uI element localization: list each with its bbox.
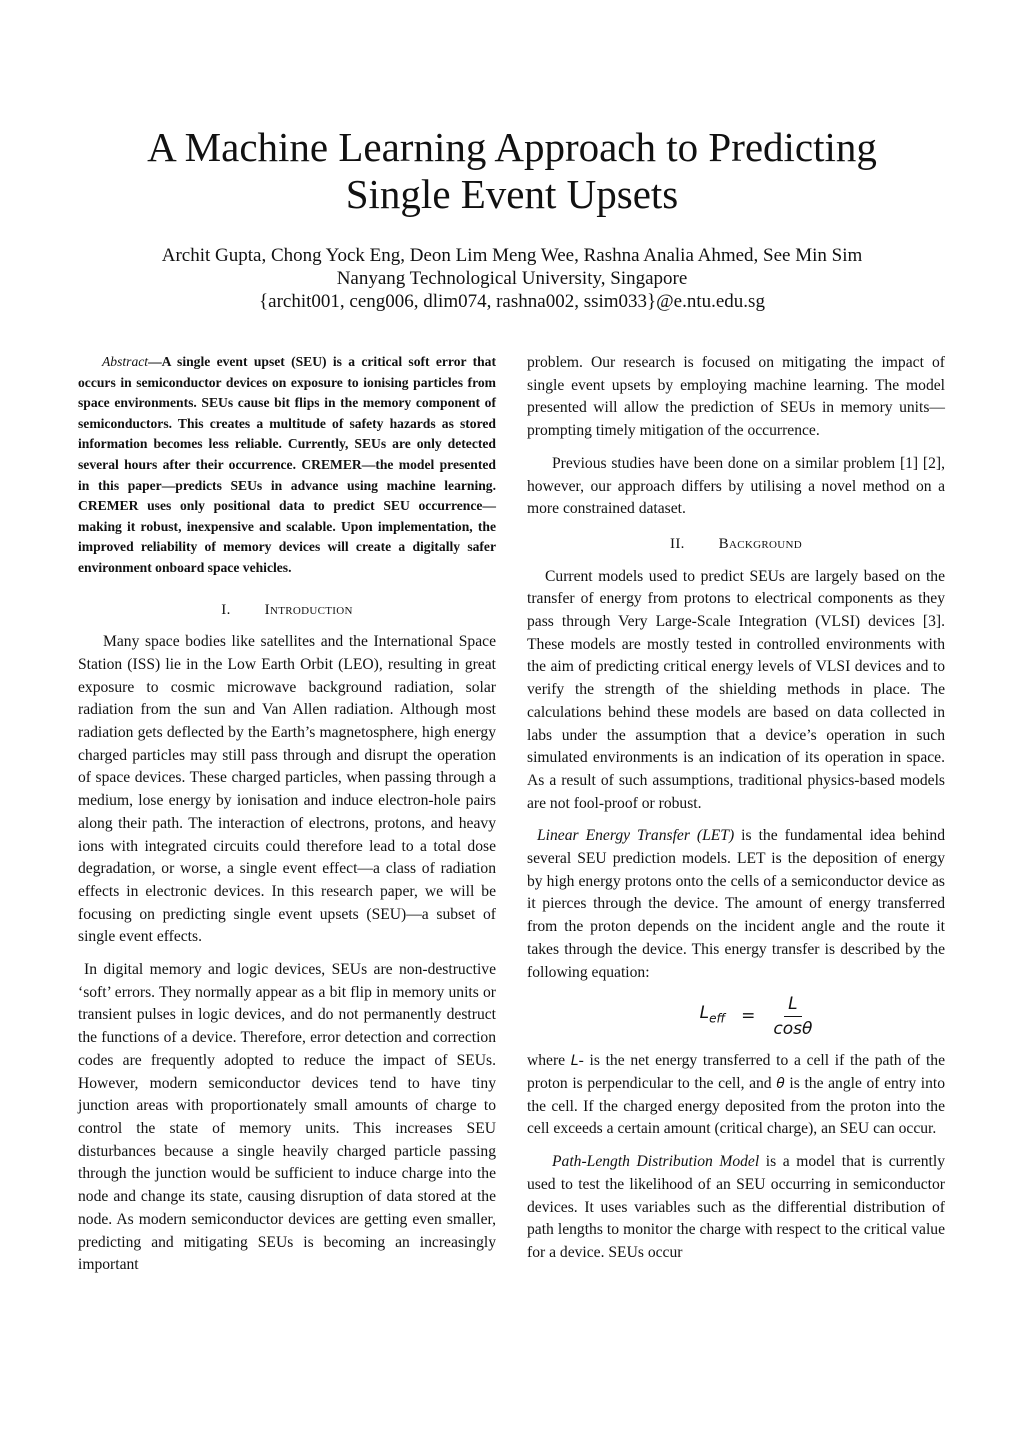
- let-term: Linear Energy Transfer (LET): [537, 827, 735, 845]
- section-heading-background: [527, 533, 945, 556]
- let-text: is the fundamental idea behind several SEU prediction models. LET is the deposition of energy by high energy protons onto the cells of a semiconductor device as it pierces through the device. The amount of energy transferred from the proton depends on the incident angle and the route it takes through the device. This energy transfer is described by the following equation:: [527, 827, 945, 981]
- title-line-1: A Machine Learning Approach to Predicting: [147, 124, 877, 170]
- author-block: [0, 244, 1024, 313]
- equation-denominator: cosθ: [773, 1018, 813, 1039]
- equation-lhs: [700, 1002, 726, 1030]
- where-paragraph: [527, 1050, 945, 1141]
- equation-equals: =: [741, 1005, 756, 1026]
- where-text-1: where: [527, 1052, 571, 1070]
- left-column: [78, 352, 496, 1277]
- intro-paragraph-3: Previous studies have been done on a similar problem [1] [2], however, our approach differs by utilising a novel method on a more constrained dataset.: [527, 454, 945, 518]
- equation-fraction: [773, 992, 812, 1041]
- equation-numerator: L: [784, 992, 801, 1017]
- intro-paragraph-1: Many space bodies like satellites and the International Space Station (ISS) lie in the Low Earth Orbit (LEO), resulting in great exposure to cosmic microwave background radiation, solar radiation from the sun and Van Allen radiation. Although most radiation gets deflected by the Earth’s magnetosphere, high energy charged particles may still pass through and disrupt the operation of space devices. These charged particles, when passing through a medium, lose energy by ionisation and induce electron-hole pairs along their path. The interaction of electrons, protons, and heavy ions with integrated circuits could therefore lead to a total dose degradation, or worse, a single event effect—a class of radiation effects in electronic devices. In this research paper, we will be focusing on predicting single event upsets (SEU)—a subset of single event effects.: [78, 633, 496, 946]
- path-length-paragraph: [527, 1151, 945, 1265]
- title-line-2: Single Event Upsets: [345, 171, 679, 217]
- abstract-label: Abstract: [102, 354, 149, 369]
- path-length-term: Path-Length Distribution Model: [552, 1153, 760, 1171]
- let-paragraph: [527, 825, 945, 984]
- paper-title: [0, 124, 1024, 218]
- author-emails: {archit001, ceng006, dlim074, rashna002, ssim033}@e.ntu.edu.sg: [259, 291, 765, 312]
- section-heading-introduction: [78, 599, 496, 622]
- abstract-text: A single event upset (SEU) is a critical soft error that occurs in semiconductor devices on exposure to ionising particles from space environments. SEUs cause bit flips in the memory component of semiconductors. This creates a multitude of safety hazards as stored information becomes less reliable. Currently, SEUs are only detected several hours after their occurrence. CREMER—the model presented in this paper—predicts SEUs in advance using machine learning. CREMER uses only positional data to predict SEU occurrence—making it robust, inexpensive and scalable. Upon implementation, the improved reliability of memory devices will create a digitally safer environment onboard space vehicles.: [78, 354, 496, 575]
- intro-paragraph-2: In digital memory and logic devices, SEUs are non-destructive ‘soft’ errors. They normally appear as a bit flip in memory units or transient pulses in logic devices, and do not permanently destruct the functions of a device. Therefore, error detection and correction codes are frequently adopted to reduce the impact of SEUs. However, modern semiconductor devices tend to have tiny junction areas with proportionately small amounts of charge to control the state of memory units. This increases SEU disturbances because a single heavily charged particle passing through the junction would be sufficient to induce charge into the node and change its state, causing disruption of data stored at the node. As modern semiconductor devices are getting even smaller, predicting and mitigating SEUs is becoming an increasingly important: [78, 961, 496, 1274]
- section-number: I.: [221, 601, 231, 618]
- where-symbol-L: L: [570, 1053, 579, 1070]
- path-length-text: is a model that is currently used to test the likelihood of an SEU occurring in semiconductor devices. It uses variables such as the differential distribution of path lengths to monitor the charge with respect to the critical value for a device. SEUs occur: [527, 1153, 946, 1261]
- let-equation: [567, 986, 945, 1046]
- right-column: [527, 352, 945, 1265]
- abstract: [78, 352, 496, 579]
- section-title: Background: [718, 535, 802, 552]
- section-number: II.: [670, 535, 685, 552]
- where-text-2: - is the net energy transferred to a cell if the path of the proton is perpendicular to the cell, and: [527, 1052, 945, 1092]
- background-paragraph-1: Current models used to predict SEUs are largely based on the transfer of energy from protons to electrical components as they pass through Very Large-Scale Integration (VLSI) devices [3]. These models are mostly tested in controlled environments with the aim of predicting critical energy levels of VLSI devices and to verify the strength of the shielding methods in place. The calculations behind these models are based on data collected in labs under the assumption that a device’s operation in such simulated environments is an indication of its operation in space. As a result of such assumptions, traditional physics-based models are not fool-proof or robust.: [527, 567, 945, 812]
- where-symbol-theta: θ: [776, 1075, 785, 1092]
- author-names: Archit Gupta, Chong Yock Eng, Deon Lim Meng Wee, Rashna Analia Ahmed, See Min Sim: [161, 245, 863, 266]
- equation-lhs-subscript: eff: [709, 1011, 726, 1026]
- affiliation: Nanyang Technological University, Singapore: [336, 268, 688, 289]
- equation-lhs-symbol: L: [699, 1003, 710, 1024]
- abstract-dash: —: [148, 354, 162, 369]
- where-text-3: is the angle of entry into the cell. If the charged energy deposited from the proton into the cell exceeds a certain amount (critical charge), an SEU can occur.: [527, 1074, 945, 1138]
- intro-paragraph-2-continued: problem. Our research is focused on mitigating the impact of single event upsets by employing machine learning. The model presented will allow the prediction of SEUs in memory units—prompting timely mitigation of the occurrence.: [527, 354, 945, 440]
- section-title: Introduction: [264, 601, 353, 618]
